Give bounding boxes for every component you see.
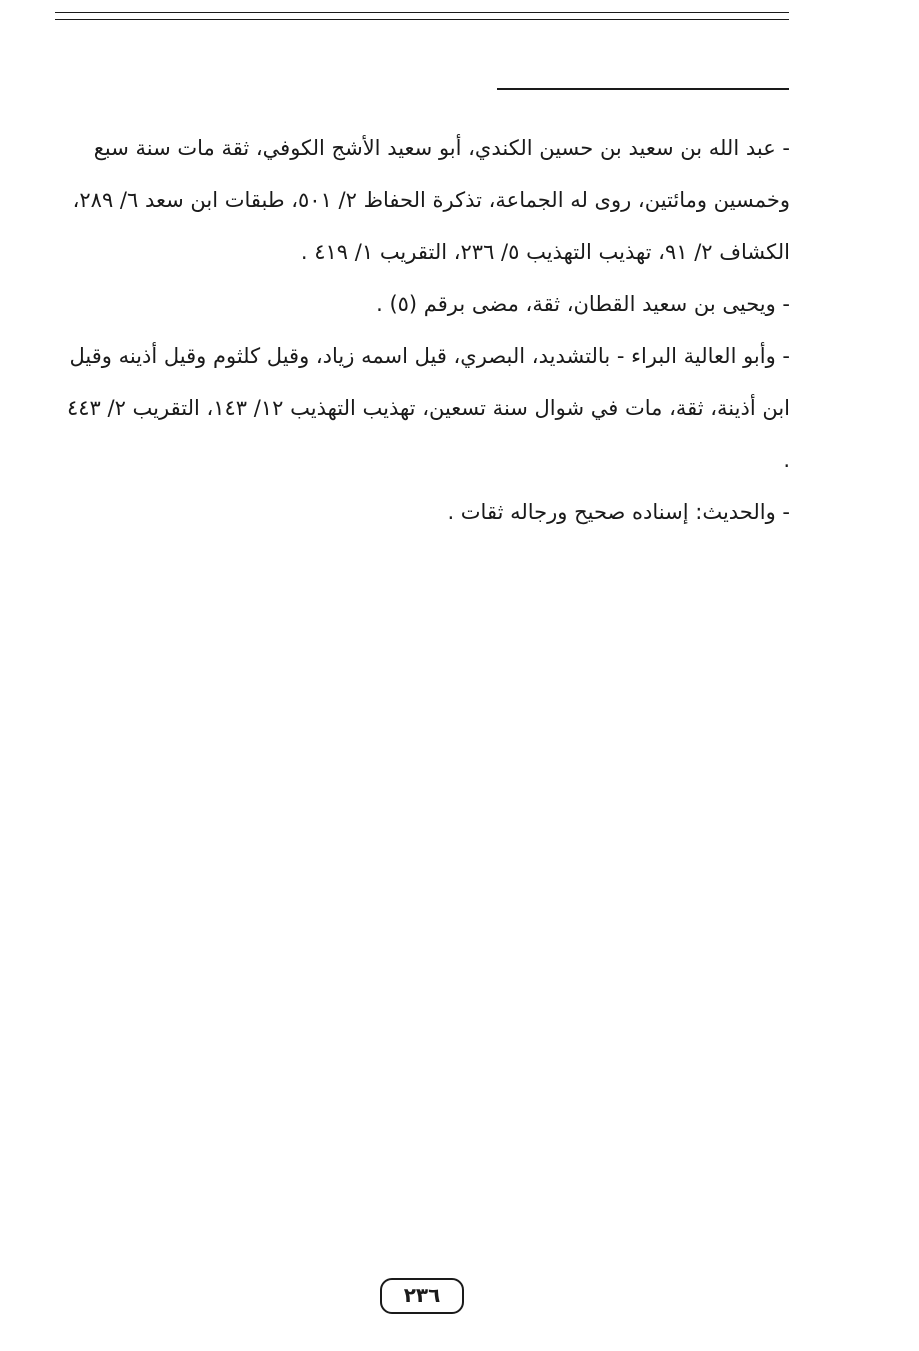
page-number: ٢٣٦ — [380, 1278, 464, 1314]
paragraph-narrator-abdullah: - عبد الله بن سعيد بن حسين الكندي، أبو سعيد الأشج الكوفي، ثقة مات سنة سبع وخمسين ومائتين، روى له الجماعة، تذكرة الحفاظ ٢/ ٥٠١، طبقات ابن سعد ٦/ ٢٨٩، الكشاف ٢/ ٩١، تهذيب التهذيب ٥/ ٢٣٦، التقريب ١/ ٤١٩ . — [72, 136, 790, 264]
paragraph-narrator-yahya: - ويحيى بن سعيد القطان، ثقة، مضى برقم (٥) . — [376, 292, 790, 316]
paragraph-narrator-abu-aliya: - وأبو العالية البراء - بالتشديد، البصري، قيل اسمه زياد، وقيل كلثوم وقيل أذينه وقيل ابن أذينة، ثقة، مات في شوال سنة تسعين، تهذيب التهذيب ١٢/ ١٤٣، التقريب ٢/ ٤٤٣ . — [66, 344, 790, 472]
header-rule-top — [55, 12, 789, 13]
body-text — [60, 122, 790, 538]
header-rule-bottom — [55, 19, 789, 20]
section-separator-rule — [497, 88, 789, 90]
paragraph-hadith-verdict: - والحديث: إسناده صحيح ورجاله ثقات . — [447, 500, 790, 524]
